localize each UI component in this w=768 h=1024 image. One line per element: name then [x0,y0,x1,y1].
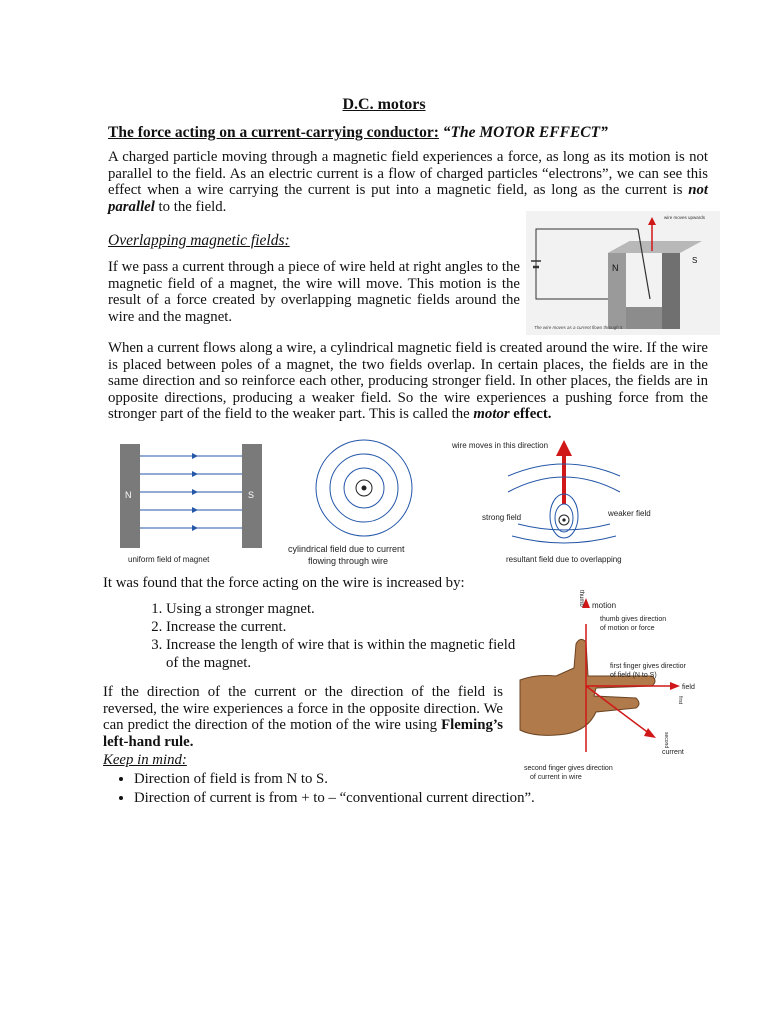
intro-emphasis: not parallel [108,182,708,215]
field-emphasis: motor [473,406,510,423]
figure2-caption-result: resultant field due to overlapping [506,555,622,564]
reverse-emphasis: Fleming’s left-hand rule. [103,717,503,750]
figure2-label-wire-moves: wire moves in this direction [452,441,549,450]
wire-dot [362,486,367,491]
factors-list [144,600,526,672]
cylindrical-field-diagram [288,440,412,566]
wire-magnet-figure [526,211,720,335]
hand-second-desc-2: of current in wire [530,774,582,781]
hand-first-vertical: first [677,696,683,705]
field-arrow [192,525,198,531]
figure1-wire-label: wire moves upwards [664,215,706,220]
second-finger-arrowhead [644,728,656,738]
page-title: D.C. motors [342,96,426,113]
field-arrow [192,507,198,513]
figure2-label-weak: weaker field [608,509,651,518]
hand-thumb-vertical: thumb [578,590,584,607]
intro-text: A charged particle moving through a magnetic field experiences a force, as long as its motion is not parallel to the field. As an electric current is a flow of charged particles “electrons”, we can see this effect when a wire carrying the current is put into a magnetic field, as long as the current is [108,149,708,199]
field-arrow [192,471,198,477]
motion-arrowhead [556,440,572,456]
field-text: When a current flows along a wire, a cylindrical magnetic field is created around the wire. If the wire is placed between poles of a magnet, the two fields overlap. In certain places, the fields are in the same direction and so reinforce each other, producing stronger field. In other places, the fields are in opposite directions, producing a weaker field. So the wire experiences a pushing force from the stronger part of the field to the weaker part. This is called the [108,340,708,423]
resultant-field-diagram [451,440,651,564]
field-curve [512,536,616,543]
figure2-caption-magnet: uniform field of magnet [128,555,210,564]
overlap-paragraph: If we pass a current through a piece of wire held at right angles to the magnetic field of a magnet, the wire will move. This motion is the result of a force created by overlapping magnetic fields around the wire and the magnet. [108,259,520,325]
figure2-pole-n: N [125,490,132,500]
uniform-field-diagram [120,444,262,564]
field-paragraph [108,340,708,423]
hand-field-label: field [682,684,695,691]
list-item: 3. Increase the length of wire that is within the magnetic field of the magnet. [166,636,526,672]
factors-intro: It was found that the force acting on the wire is increased by: [103,575,465,591]
figure2-caption-cyl-2: flowing through wire [308,556,389,566]
hand-first-desc-1: first finger gives directior [610,663,686,670]
reverse-paragraph [103,684,503,750]
list-item: 1. Using a stronger magnet. [166,600,526,618]
figure2-label-strong: strong field [482,513,522,522]
subtitle-italic: “The MOTOR EFFECT” [442,124,608,141]
figure2-caption-cyl-1: cylindrical field due to current [288,544,405,554]
figure2-pole-s: S [248,490,255,500]
subtitle-underlined: The force acting on a current-carrying conductor: [108,124,439,141]
magnet-pole-s [662,253,680,329]
fleming-hand-figure [512,584,702,784]
hand-second-vertical: second [663,732,669,749]
hand-first-desc-2: of field (N to S) [610,672,657,679]
field-text-end: effect. [509,406,552,423]
list-item: 2. Increase the current. [166,618,526,636]
intro-paragraph [108,149,708,215]
figure1-pole-n: N [612,263,619,273]
field-diagrams [108,432,668,570]
list-item: • Direction of current is from + to – “conventional current direction”. [134,789,634,808]
figure1-caption: The wire moves as a current flows through it. [534,325,624,330]
section-subtitle [108,124,608,142]
overlap-heading: Overlapping magnetic fields: [108,232,290,249]
hand-second-desc-1: second finger gives direction [524,765,613,772]
field-arrow [192,489,198,495]
field-arrow [192,453,198,459]
keep-in-mind-heading: Keep in mind: [103,752,187,768]
wire-dot [562,518,565,521]
hand-thumb-desc-1: thumb gives direction [600,616,667,623]
hand-thumb-desc-2: of motion or force [600,625,655,632]
reverse-text: If the direction of the current or the direction of the field is reversed, the wire experiences a force in the opposite direction. We can predict the direction of the motion of the wire using [103,684,503,734]
figure1-pole-s: S [692,256,698,265]
hand-motion-label: motion [592,601,617,610]
hand-current-label: current [662,749,684,756]
list-item: • Direction of field is from N to S. [134,770,634,789]
intro-text-end: to the field. [154,198,227,215]
first-finger-arrowhead [670,682,680,690]
